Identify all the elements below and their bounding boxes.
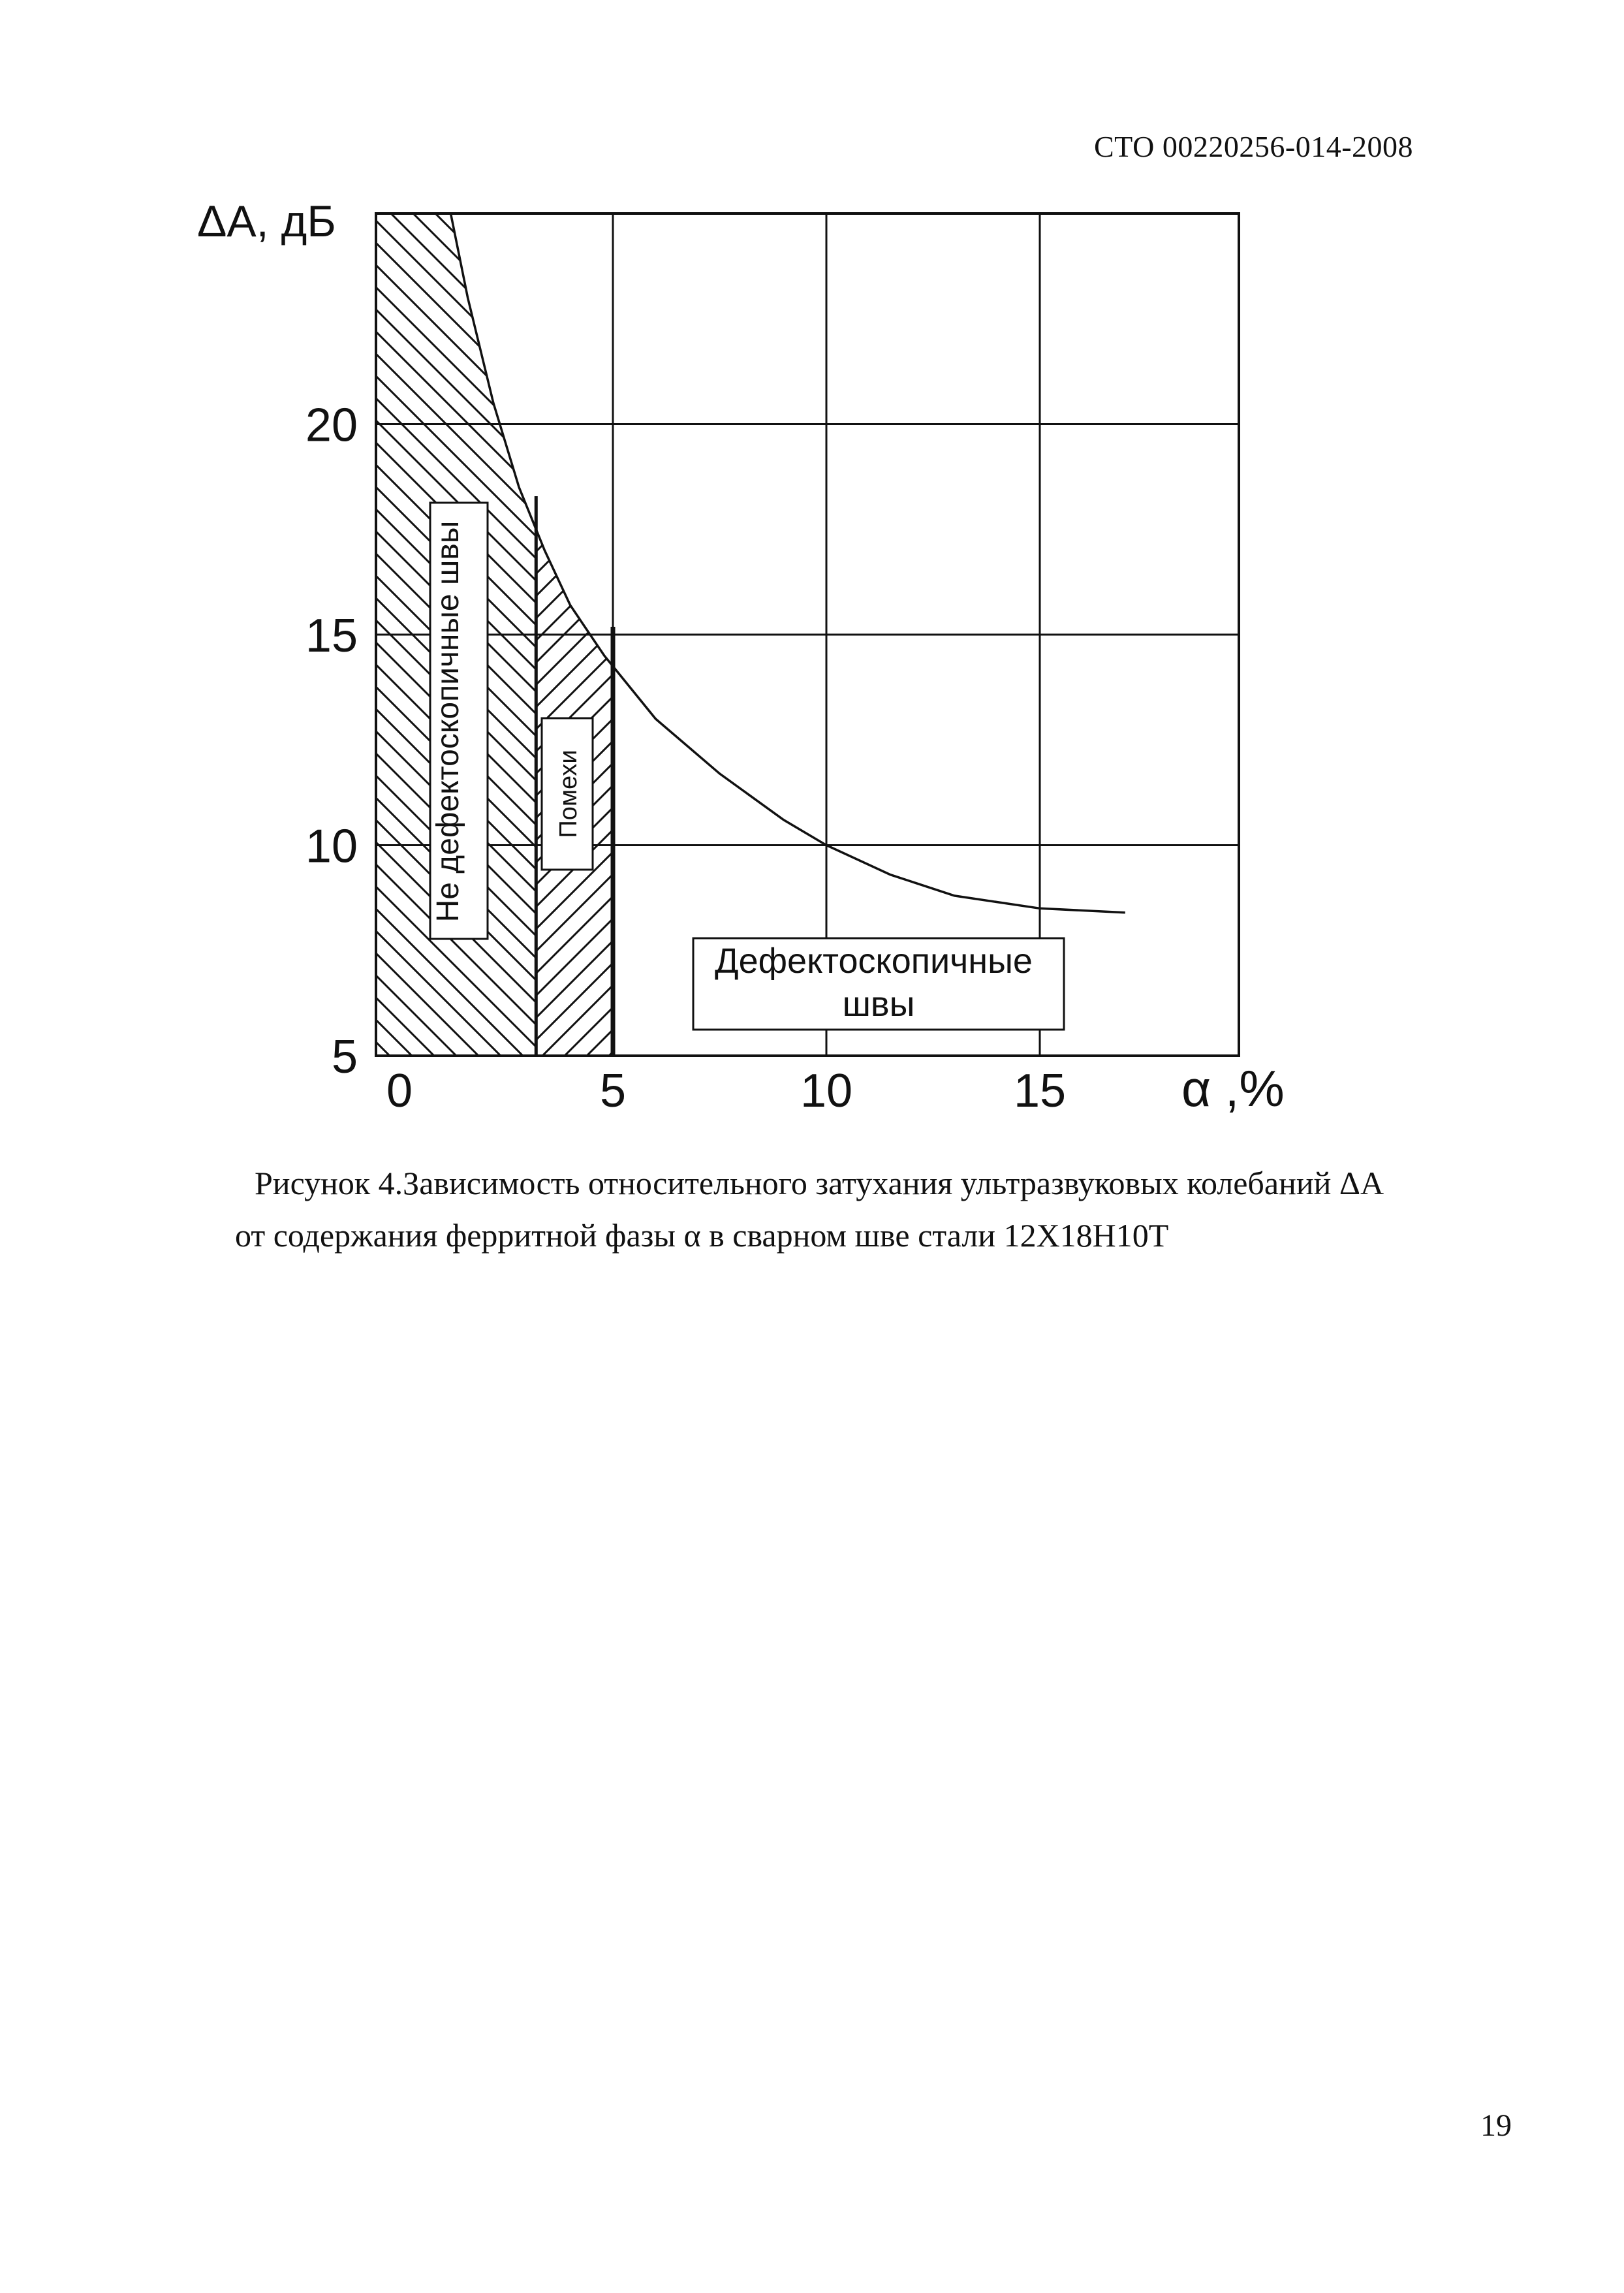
y-tick-label: 15 [305, 610, 358, 662]
y-axis-label: ΔA, дБ [197, 197, 336, 246]
label-defectoscopic: Дефектоскопичные швы [715, 941, 1033, 1024]
y-tick-label: 5 [331, 1031, 358, 1083]
x-tick-label: 10 [800, 1065, 853, 1117]
label-nondefectoscopic: Не дефектоскопичные швы [431, 520, 465, 923]
x-axis-label: α ,% [1181, 1060, 1285, 1117]
caption-line-2: от содержания ферритной фазы α в сварном шве стали 12Х18Н10Т [235, 1217, 1169, 1254]
x-tick-label: 0 [386, 1065, 413, 1117]
label-noise: Помехи [555, 750, 582, 838]
y-tick-label: 10 [305, 820, 358, 873]
label-box-nondefectoscopic [430, 503, 488, 939]
caption-line-1: Рисунок 4.Зависимость относительного затухания ультразвуковых колебаний ΔA [255, 1165, 1384, 1201]
x-tick-label: 5 [599, 1065, 627, 1117]
label-box-defectoscopic [693, 938, 1064, 1030]
label-box-noise [542, 718, 593, 870]
y-tick-label: 20 [305, 399, 358, 452]
x-tick-label: 15 [1013, 1065, 1067, 1117]
figure-caption [235, 1157, 1527, 1261]
page-number: 19 [1480, 2108, 1512, 2143]
document-code: СТО 00220256-014-2008 [1094, 130, 1414, 163]
svg-text:Не дефектоскопичные швы [431, 521, 465, 923]
